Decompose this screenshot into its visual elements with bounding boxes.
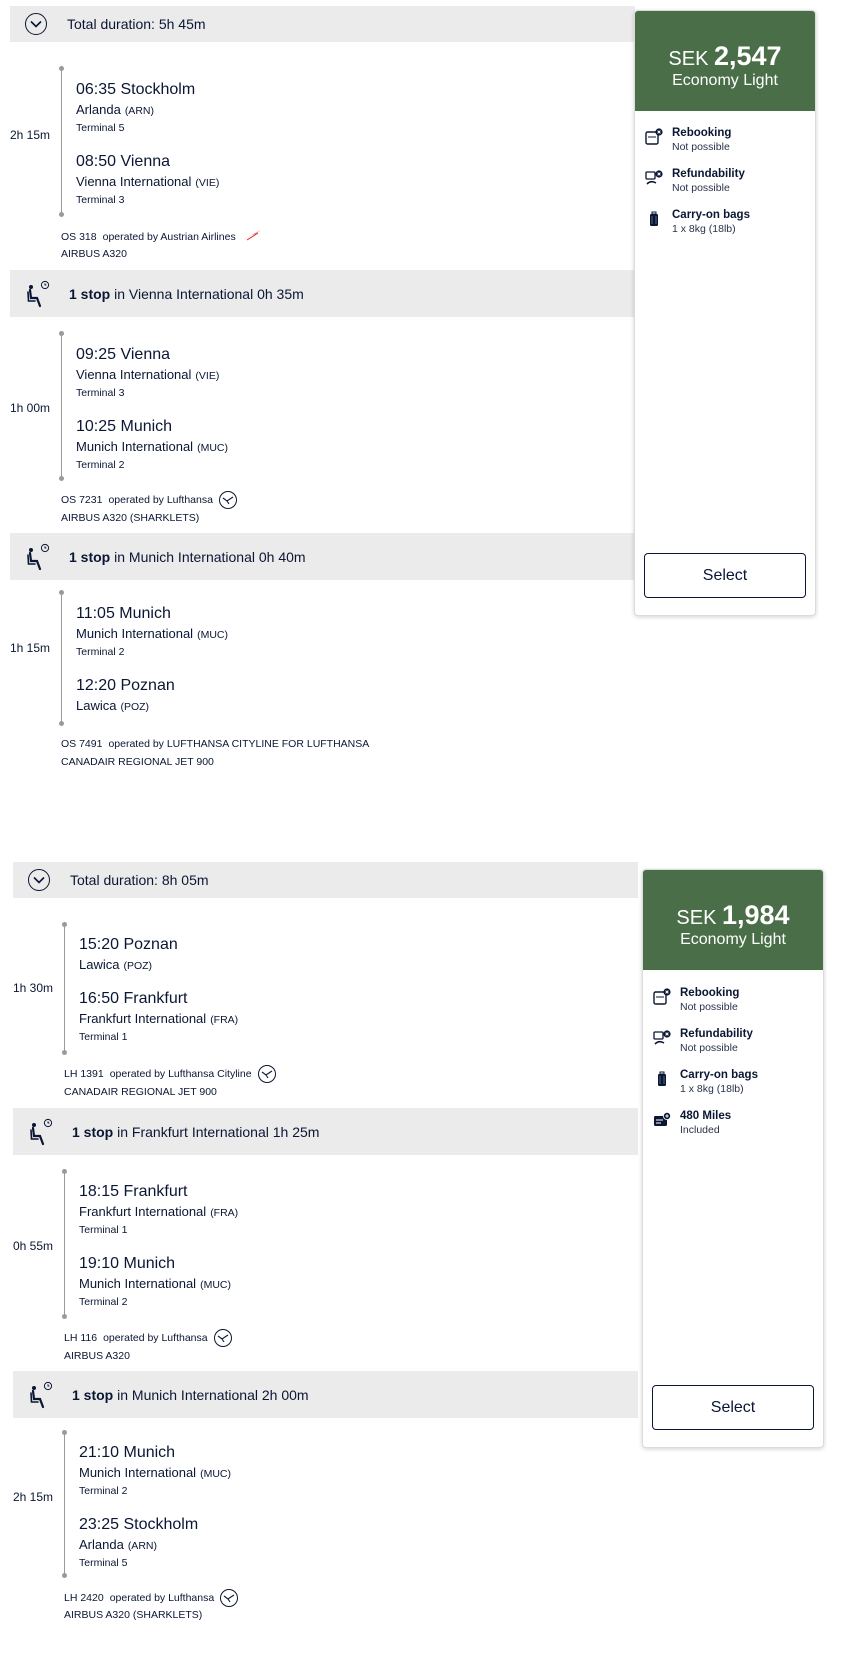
segment-duration: 1h 00m bbox=[10, 401, 51, 415]
departure bbox=[76, 604, 228, 658]
fare-header bbox=[635, 11, 815, 111]
lufthansa-crane-icon bbox=[220, 1589, 238, 1607]
layover-band bbox=[13, 1108, 638, 1155]
arrival-code: (MUC) bbox=[200, 1279, 231, 1291]
austrian-logo-icon bbox=[242, 229, 262, 244]
aircraft: CANADAIR REGIONAL JET 900 bbox=[64, 1086, 217, 1098]
feature-sub: Included bbox=[680, 1124, 720, 1136]
arrival-code: (POZ) bbox=[120, 701, 150, 713]
operated-by: operated by Lufthansa Cityline bbox=[109, 1068, 252, 1080]
flight-segment bbox=[10, 580, 635, 770]
timeline-line bbox=[64, 1172, 65, 1315]
fare-feature bbox=[645, 127, 731, 153]
flight-number: LH 1391 bbox=[64, 1068, 104, 1080]
departure-code: (MUC) bbox=[197, 629, 228, 641]
departure-time-city: 18:15 Frankfurt bbox=[79, 1183, 188, 1200]
departure-code: (FRA) bbox=[210, 1207, 239, 1219]
fare-feature bbox=[653, 1069, 758, 1095]
departure bbox=[76, 80, 195, 134]
feature-sub: Not possible bbox=[672, 182, 730, 194]
layover-band bbox=[13, 1371, 638, 1418]
departure-time-city: 09:25 Vienna bbox=[76, 346, 171, 363]
arrival-airport: Munich International bbox=[76, 439, 194, 454]
fare-name: Economy Light bbox=[672, 72, 778, 89]
operated-by: operated by Lufthansa bbox=[109, 1592, 215, 1604]
arrival-airport: Frankfurt International bbox=[79, 1011, 207, 1026]
arrival bbox=[79, 1515, 198, 1569]
flight-segment bbox=[13, 898, 638, 1108]
refund-icon bbox=[653, 1029, 671, 1047]
operator-line bbox=[64, 1065, 276, 1083]
fare-name: Economy Light bbox=[680, 931, 786, 948]
arrival-time-city: 10:25 Munich bbox=[76, 418, 173, 435]
aircraft: CANADAIR REGIONAL JET 900 bbox=[61, 756, 214, 768]
chevron-down-icon[interactable] bbox=[25, 13, 47, 35]
total-duration: Total duration: 8h 05m bbox=[70, 872, 209, 888]
timeline-dot bbox=[62, 1050, 67, 1055]
aircraft: AIRBUS A320 (SHARKLETS) bbox=[64, 1609, 203, 1621]
arrival bbox=[76, 417, 228, 471]
layover-text: in Munich International 0h 40m bbox=[114, 548, 306, 565]
total-duration: Total duration: 5h 45m bbox=[67, 16, 206, 32]
departure-time-city: 11:05 Munich bbox=[76, 605, 171, 622]
layover-text: in Frankfurt International 1h 25m bbox=[117, 1123, 320, 1140]
departure-code: (POZ) bbox=[123, 960, 153, 972]
departure-code: (MUC) bbox=[200, 1468, 231, 1480]
refund-icon bbox=[645, 169, 663, 187]
operator-line bbox=[61, 229, 262, 244]
departure-airport: Lawica bbox=[79, 957, 120, 972]
arrival-terminal: Terminal 1 bbox=[79, 1031, 128, 1043]
feature-title: Rebooking bbox=[672, 127, 732, 139]
feature-title: Carry-on bags bbox=[680, 1069, 758, 1081]
flight-segment bbox=[13, 1418, 638, 1621]
stop-count: 1 stop bbox=[72, 1123, 114, 1140]
fare-header bbox=[643, 870, 823, 970]
itinerary-1 bbox=[10, 6, 635, 768]
flight-number: LH 116 bbox=[64, 1332, 98, 1344]
flight-number: OS 7231 bbox=[61, 494, 103, 506]
timeline-line bbox=[61, 593, 62, 722]
flight-segment bbox=[10, 317, 635, 530]
operator-line bbox=[61, 738, 369, 750]
departure bbox=[76, 345, 219, 399]
bag-icon bbox=[645, 210, 663, 228]
timeline-line bbox=[64, 1433, 65, 1574]
fare-feature bbox=[645, 209, 750, 235]
flight-number: LH 2420 bbox=[64, 1592, 104, 1604]
feature-title: Rebooking bbox=[680, 987, 740, 999]
arrival-code: (MUC) bbox=[197, 442, 228, 454]
timeline-dot bbox=[59, 721, 64, 726]
stop-count: 1 stop bbox=[72, 1386, 114, 1403]
flight-segment bbox=[13, 1155, 638, 1368]
lufthansa-crane-icon bbox=[219, 491, 237, 509]
arrival-terminal: Terminal 2 bbox=[76, 459, 125, 471]
seat-clock-icon bbox=[28, 1118, 54, 1146]
fare-card bbox=[634, 10, 816, 616]
operated-by: operated by Lufthansa bbox=[103, 1332, 208, 1344]
feature-sub: Not possible bbox=[672, 141, 730, 153]
flight-number: OS 7491 bbox=[61, 738, 103, 750]
feature-sub: Not possible bbox=[680, 1042, 738, 1054]
arrival bbox=[76, 676, 175, 713]
timeline-line bbox=[64, 925, 65, 1051]
stop-count: 1 stop bbox=[69, 285, 111, 302]
departure bbox=[79, 1182, 238, 1236]
arrival-code: (FRA) bbox=[210, 1014, 239, 1026]
miles-icon bbox=[653, 1111, 671, 1129]
departure-terminal: Terminal 5 bbox=[76, 122, 125, 134]
arrival-airport: Arlanda bbox=[79, 1537, 124, 1552]
departure-terminal: Terminal 1 bbox=[79, 1224, 128, 1236]
departure-airport: Munich International bbox=[76, 626, 194, 641]
arrival-terminal: Terminal 2 bbox=[79, 1296, 128, 1308]
select-button[interactable]: Select bbox=[644, 553, 806, 598]
select-button[interactable]: Select bbox=[652, 1385, 814, 1430]
total-duration-header[interactable] bbox=[13, 862, 638, 898]
departure-terminal: Terminal 2 bbox=[79, 1485, 128, 1497]
flight-number: OS 318 bbox=[61, 230, 97, 243]
feature-title: 480 Miles bbox=[680, 1110, 732, 1122]
rebooking-icon bbox=[645, 128, 663, 146]
timeline-dot bbox=[59, 212, 64, 217]
layover-band bbox=[10, 533, 635, 580]
arrival bbox=[79, 989, 238, 1043]
rebooking-icon bbox=[653, 988, 671, 1006]
arrival bbox=[79, 1254, 231, 1308]
lufthansa-crane-icon bbox=[258, 1065, 276, 1083]
fare-amount: 1,984 bbox=[722, 900, 790, 930]
bag-icon bbox=[653, 1070, 671, 1088]
departure bbox=[79, 935, 178, 972]
arrival-code: (VIE) bbox=[195, 177, 220, 189]
operator-line bbox=[64, 1589, 238, 1607]
departure-airport: Vienna International bbox=[76, 367, 192, 382]
arrival-airport: Vienna International bbox=[76, 174, 192, 189]
arrival-time-city: 16:50 Frankfurt bbox=[79, 990, 188, 1007]
timeline-line bbox=[61, 69, 62, 213]
fare-feature bbox=[653, 1110, 731, 1136]
feature-title: Refundability bbox=[680, 1028, 753, 1040]
segment-duration: 2h 15m bbox=[10, 128, 51, 142]
total-duration-header[interactable] bbox=[10, 6, 635, 42]
layover-band bbox=[10, 270, 635, 317]
flight-segment bbox=[10, 42, 635, 260]
aircraft: AIRBUS A320 bbox=[64, 1350, 130, 1362]
segment-duration: 0h 55m bbox=[13, 1239, 54, 1253]
seat-clock-icon bbox=[28, 1381, 54, 1409]
aircraft: AIRBUS A320 bbox=[61, 248, 127, 260]
fare-currency: SEK bbox=[676, 907, 717, 929]
arrival bbox=[76, 152, 219, 206]
arrival-time-city: 23:25 Stockholm bbox=[79, 1516, 199, 1533]
segment-duration: 1h 30m bbox=[13, 981, 54, 995]
departure-time-city: 15:20 Poznan bbox=[79, 936, 178, 953]
fare-card bbox=[642, 869, 824, 1448]
operated-by: operated by Austrian Airlines bbox=[102, 230, 236, 243]
timeline-dot bbox=[59, 476, 64, 481]
itinerary-2 bbox=[13, 862, 638, 1621]
feature-title: Refundability bbox=[672, 168, 745, 180]
seat-clock-icon bbox=[25, 543, 51, 571]
departure-code: (ARN) bbox=[124, 105, 154, 117]
arrival-time-city: 12:20 Poznan bbox=[76, 677, 175, 694]
stop-count: 1 stop bbox=[69, 548, 111, 565]
fare-amount: 2,547 bbox=[714, 41, 782, 71]
layover-text: in Vienna International 0h 35m bbox=[114, 285, 304, 302]
departure-airport: Frankfurt International bbox=[79, 1204, 207, 1219]
arrival-time-city: 08:50 Vienna bbox=[76, 153, 171, 170]
feature-sub: 1 x 8kg (18lb) bbox=[672, 223, 736, 235]
lufthansa-crane-icon bbox=[214, 1329, 232, 1347]
fare-currency: SEK bbox=[668, 48, 709, 70]
feature-sub: 1 x 8kg (18lb) bbox=[680, 1083, 744, 1095]
layover-text: in Munich International 2h 00m bbox=[117, 1386, 309, 1403]
aircraft: AIRBUS A320 (SHARKLETS) bbox=[61, 512, 200, 524]
operated-by: operated by LUFTHANSA CITYLINE FOR LUFTHANSA bbox=[108, 738, 370, 750]
departure-airport: Munich International bbox=[79, 1465, 197, 1480]
arrival-code: (ARN) bbox=[127, 1540, 157, 1552]
departure-terminal: Terminal 2 bbox=[76, 646, 125, 658]
fare-feature bbox=[653, 987, 739, 1013]
operated-by: operated by Lufthansa bbox=[108, 494, 213, 506]
departure bbox=[79, 1443, 231, 1497]
arrival-time-city: 19:10 Munich bbox=[79, 1255, 176, 1272]
departure-terminal: Terminal 3 bbox=[76, 387, 125, 399]
segment-duration: 2h 15m bbox=[13, 1490, 54, 1504]
segment-duration: 1h 15m bbox=[10, 641, 51, 655]
departure-airport: Arlanda bbox=[76, 102, 121, 117]
timeline-line bbox=[61, 334, 62, 477]
departure-time-city: 21:10 Munich bbox=[79, 1444, 176, 1461]
arrival-airport: Lawica bbox=[76, 698, 117, 713]
departure-code: (VIE) bbox=[195, 370, 220, 382]
fare-feature bbox=[645, 168, 745, 194]
timeline-dot bbox=[62, 1314, 67, 1319]
operator-line bbox=[61, 491, 237, 509]
fare-feature bbox=[653, 1028, 753, 1054]
departure-time-city: 06:35 Stockholm bbox=[76, 81, 196, 98]
seat-clock-icon bbox=[25, 280, 51, 308]
arrival-airport: Munich International bbox=[79, 1276, 197, 1291]
arrival-terminal: Terminal 5 bbox=[79, 1557, 128, 1569]
feature-title: Carry-on bags bbox=[672, 209, 750, 221]
chevron-down-icon[interactable] bbox=[28, 869, 50, 891]
timeline-dot bbox=[62, 1573, 67, 1578]
arrival-terminal: Terminal 3 bbox=[76, 194, 125, 206]
feature-sub: Not possible bbox=[680, 1001, 738, 1013]
operator-line bbox=[64, 1329, 232, 1347]
